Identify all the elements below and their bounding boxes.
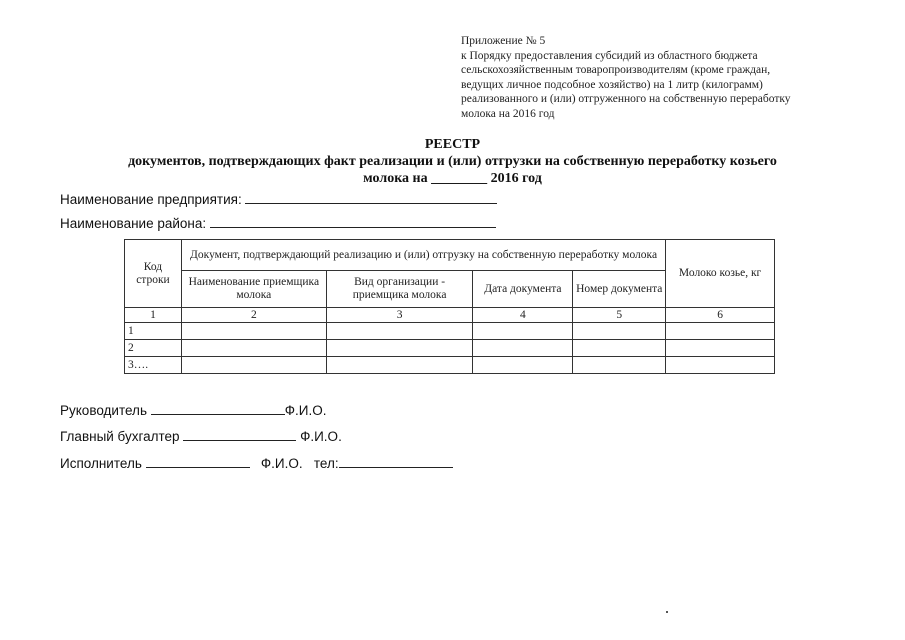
- signature-executor: [60, 455, 453, 471]
- table-cell[interactable]: [573, 357, 666, 374]
- appendix-block: [461, 34, 861, 122]
- appendix-line: реализованного и (или) отгруженного на собственную переработку: [461, 93, 791, 106]
- phone-blank[interactable]: [339, 455, 453, 468]
- executor-fio: Ф.И.О.: [260, 456, 303, 471]
- district-blank[interactable]: [210, 215, 496, 228]
- enterprise-field: [60, 191, 497, 207]
- row-code: 3….: [125, 357, 182, 374]
- scan-speck: [666, 611, 668, 613]
- col-number: 5: [573, 308, 666, 323]
- appendix-line: ведущих личное подсобное хозяйство) на 1 литр (килограмм): [461, 78, 763, 91]
- head-fio: Ф.И.О.: [284, 403, 327, 418]
- district-field: [60, 215, 496, 231]
- header-doc-number: Номер документа: [573, 271, 666, 308]
- appendix-line: Приложение № 5: [461, 35, 546, 47]
- col-number: 4: [473, 308, 573, 323]
- table-row: [125, 357, 775, 374]
- table-row: [125, 323, 775, 340]
- header-org-type: Вид организации - приемщика молока: [326, 271, 473, 308]
- executor-signature-blank[interactable]: [146, 455, 250, 468]
- enterprise-blank[interactable]: [245, 191, 497, 204]
- table-cell[interactable]: [473, 323, 573, 340]
- accountant-label: Главный бухгалтер: [60, 429, 180, 444]
- row-code: 2: [125, 340, 182, 357]
- table-cell[interactable]: [326, 357, 473, 374]
- table-cell[interactable]: [181, 340, 326, 357]
- signature-head: [60, 402, 326, 418]
- title-line-3: молока на ________ 2016 год: [363, 171, 542, 186]
- document-title: [0, 136, 905, 187]
- table-cell[interactable]: [573, 340, 666, 357]
- table-cell[interactable]: [666, 323, 775, 340]
- head-signature-blank[interactable]: [151, 402, 285, 415]
- header-receiver: Наименование приемщика молока: [181, 271, 326, 308]
- col-number: 6: [666, 308, 775, 323]
- appendix-line: сельскохозяйственным товаропроизводителям (кроме граждан,: [461, 64, 771, 77]
- table-cell[interactable]: [573, 323, 666, 340]
- table-row: [125, 340, 775, 357]
- district-label: Наименование района:: [60, 216, 207, 231]
- col-number: 2: [181, 308, 326, 323]
- header-doc-date: Дата документа: [473, 271, 573, 308]
- table-cell[interactable]: [666, 357, 775, 374]
- header-code: Код строки: [125, 240, 182, 308]
- table-cell[interactable]: [666, 340, 775, 357]
- enterprise-label: Наименование предприятия:: [60, 192, 242, 207]
- row-code: 1: [125, 323, 182, 340]
- table-cell[interactable]: [473, 340, 573, 357]
- signature-accountant: [60, 428, 342, 444]
- col-number: 1: [125, 308, 182, 323]
- col-number: 3: [326, 308, 473, 323]
- title-line-1: РЕЕСТР: [424, 137, 481, 152]
- executor-label: Исполнитель: [60, 456, 142, 471]
- registry-table: [124, 239, 775, 374]
- header-document-group: Документ, подтверждающий реализацию и (или) отгрузку на собственную переработку молока: [181, 240, 665, 271]
- table-cell[interactable]: [181, 357, 326, 374]
- appendix-line: к Порядку предоставления субсидий из областного бюджета: [461, 49, 758, 62]
- table-cell[interactable]: [181, 323, 326, 340]
- header-milk: Молоко козье, кг: [666, 240, 775, 308]
- accountant-fio: Ф.И.О.: [300, 429, 342, 444]
- title-line-2: документов, подтверждающих факт реализации и (или) отгрузки на собственную переработку козьего: [128, 154, 777, 169]
- table-cell[interactable]: [326, 323, 473, 340]
- table-cell[interactable]: [326, 340, 473, 357]
- appendix-line: молока на 2016 год: [461, 107, 555, 120]
- accountant-signature-blank[interactable]: [183, 428, 296, 441]
- table-cell[interactable]: [473, 357, 573, 374]
- phone-label: тел:: [313, 456, 339, 471]
- head-label: Руководитель: [60, 403, 147, 418]
